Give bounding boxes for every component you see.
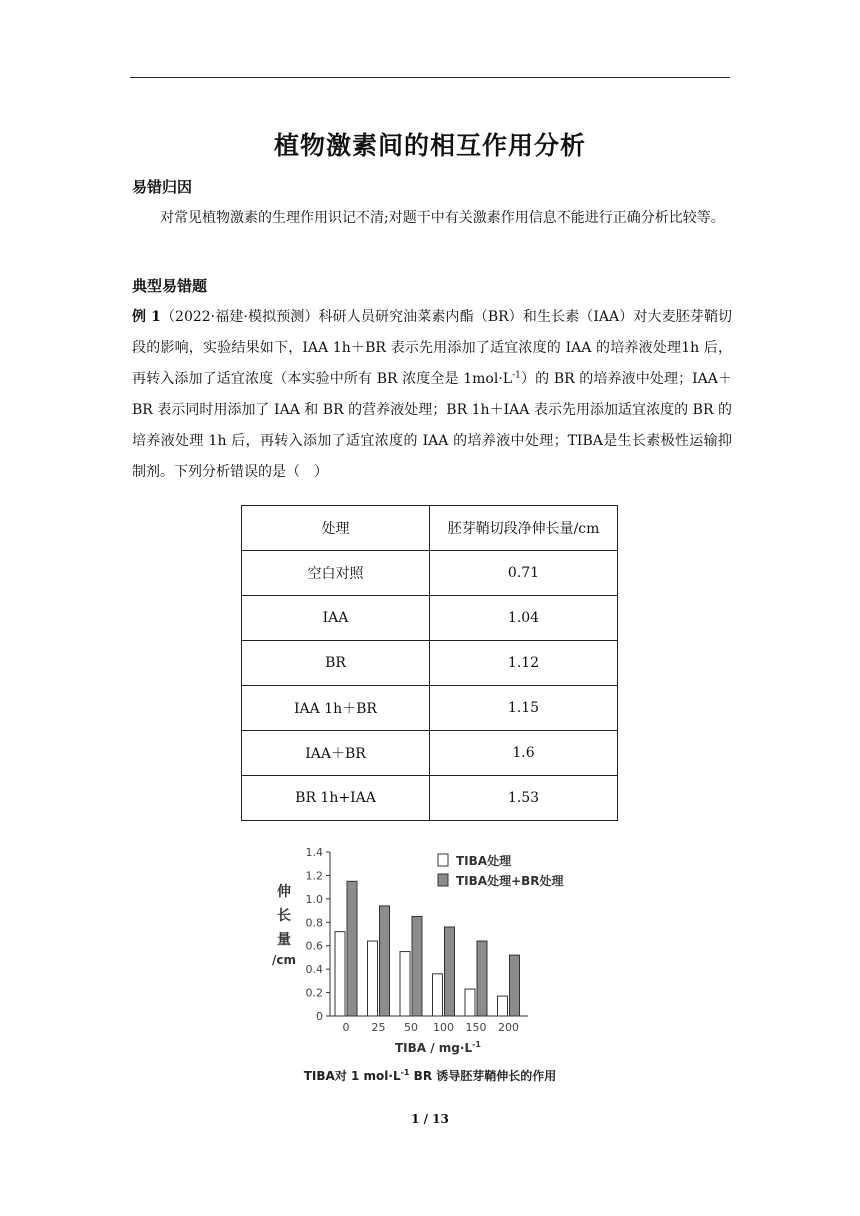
table-row	[242, 776, 618, 821]
table-header-cell: 胚芽鞘切段净伸长量/cm	[430, 506, 618, 551]
y-tick-label: 0.4	[305, 963, 323, 977]
bar-tiba-br	[347, 881, 357, 1016]
y-tick-label: 0	[316, 1010, 323, 1023]
table-cell: 1.53	[430, 776, 618, 821]
x-axis-label: TIBA / $mg\cdot L^{-1}$	[394, 1040, 482, 1055]
section-heading-typical: 典型易错题	[132, 277, 208, 295]
y-tick-label: 1.2	[305, 869, 323, 883]
bar-tiba	[433, 974, 443, 1016]
y-tick-label: 0.8	[305, 916, 323, 930]
y-axis-label-char: /cm	[272, 953, 296, 967]
bar-tiba	[368, 941, 378, 1016]
y-tick-label: 1.0	[305, 892, 323, 906]
table-cell: 空白对照	[242, 551, 430, 596]
chart-caption: TIBA对 1 $mol\cdot L^{-1}$ BR 诱导胚芽鞘伸长的作用	[303, 1068, 557, 1083]
example-sup: -1	[512, 370, 521, 381]
example-paragraph	[132, 302, 732, 488]
x-tick-label: 150	[465, 1021, 487, 1034]
legend-swatch	[438, 874, 448, 886]
bar-tiba	[498, 996, 508, 1016]
y-tick-label: 0.2	[305, 986, 323, 1000]
legend-swatch	[438, 854, 448, 866]
bar-tiba	[465, 989, 475, 1016]
results-table	[241, 505, 618, 821]
table-cell: IAA	[242, 596, 430, 641]
table-cell: 1.12	[430, 641, 618, 686]
table-cell: IAA＋BR	[242, 731, 430, 776]
page-number: 1 / 13	[411, 1112, 449, 1126]
table-cell: 1.15	[430, 686, 618, 731]
bar-tiba-br	[477, 941, 487, 1016]
x-tick-label: 200	[498, 1021, 519, 1034]
example-text-1: （2022·福建·模拟预测）科研人员研究油菜素内酯（BR）和生长素（IAA）对大麦胚芽鞘切段的影响，实验结果如下，IAA 1h＋BR 表示先用添加了适宜浓度的 IAA 的培养液处理1h 后，再转入添加了适宜浓度（本实验中所有 BR 浓度全是 1mol·L	[132, 309, 733, 387]
table-header-cell: 处理	[242, 506, 430, 551]
x-tick-label: 25	[371, 1021, 386, 1034]
y-axis-label-char: 伸	[277, 884, 291, 900]
table-cell: BR 1h+IAA	[242, 776, 430, 821]
table-header-row	[242, 506, 618, 551]
y-tick-label: 1.4	[305, 846, 323, 859]
table-cell: BR	[242, 641, 430, 686]
bar-tiba	[400, 952, 410, 1016]
page-title: 植物激素间的相互作用分析	[273, 131, 586, 160]
legend-label: TIBA处理+BR处理	[456, 874, 564, 888]
bar-tiba-br	[510, 955, 520, 1016]
table-row	[242, 731, 618, 776]
x-tick-label: 50	[404, 1021, 418, 1034]
y-axis-label-char: 量	[277, 932, 291, 948]
error-cause-paragraph: 对常见植物激素的生理作用识记不清;对题干中有关激素作用信息不能进行正确分析比较等。	[160, 210, 725, 226]
example-text-2: ）的 BR 的培养液中处理；IAA＋BR 表示同时用添加了 IAA 和 BR 的营养液处理；BR 1h＋IAA 表示先用添加适宜浓度的 BR 的培养液处理 1h 后，再转入添加了适宜浓度的 IAA 的培养液中处理；TIBA是生长素极性运输抑制剂。下列分析错误的是（ ）	[132, 371, 732, 480]
table-row	[242, 596, 618, 641]
legend-label: TIBA处理	[456, 854, 512, 868]
header-rule	[130, 77, 730, 78]
tiba-bar-chart	[270, 840, 600, 1090]
table-row	[242, 641, 618, 686]
example-label: 例 1	[132, 309, 161, 325]
table-cell: 1.6	[430, 731, 618, 776]
x-tick-label: 100	[433, 1021, 454, 1034]
y-tick-label: 0.6	[305, 939, 323, 953]
bar-tiba-br	[412, 916, 422, 1016]
x-tick-label: 0	[342, 1021, 350, 1034]
y-axis-label-char: 长	[277, 908, 291, 924]
table-cell: IAA 1h＋BR	[242, 686, 430, 731]
section-heading-error-cause: 易错归因	[132, 178, 193, 196]
bar-tiba-br	[445, 927, 455, 1016]
table-row	[242, 686, 618, 731]
bar-tiba-br	[380, 906, 390, 1016]
bar-tiba	[335, 932, 345, 1016]
table-cell: 1.04	[430, 596, 618, 641]
table-row	[242, 551, 618, 596]
table-cell: 0.71	[430, 551, 618, 596]
